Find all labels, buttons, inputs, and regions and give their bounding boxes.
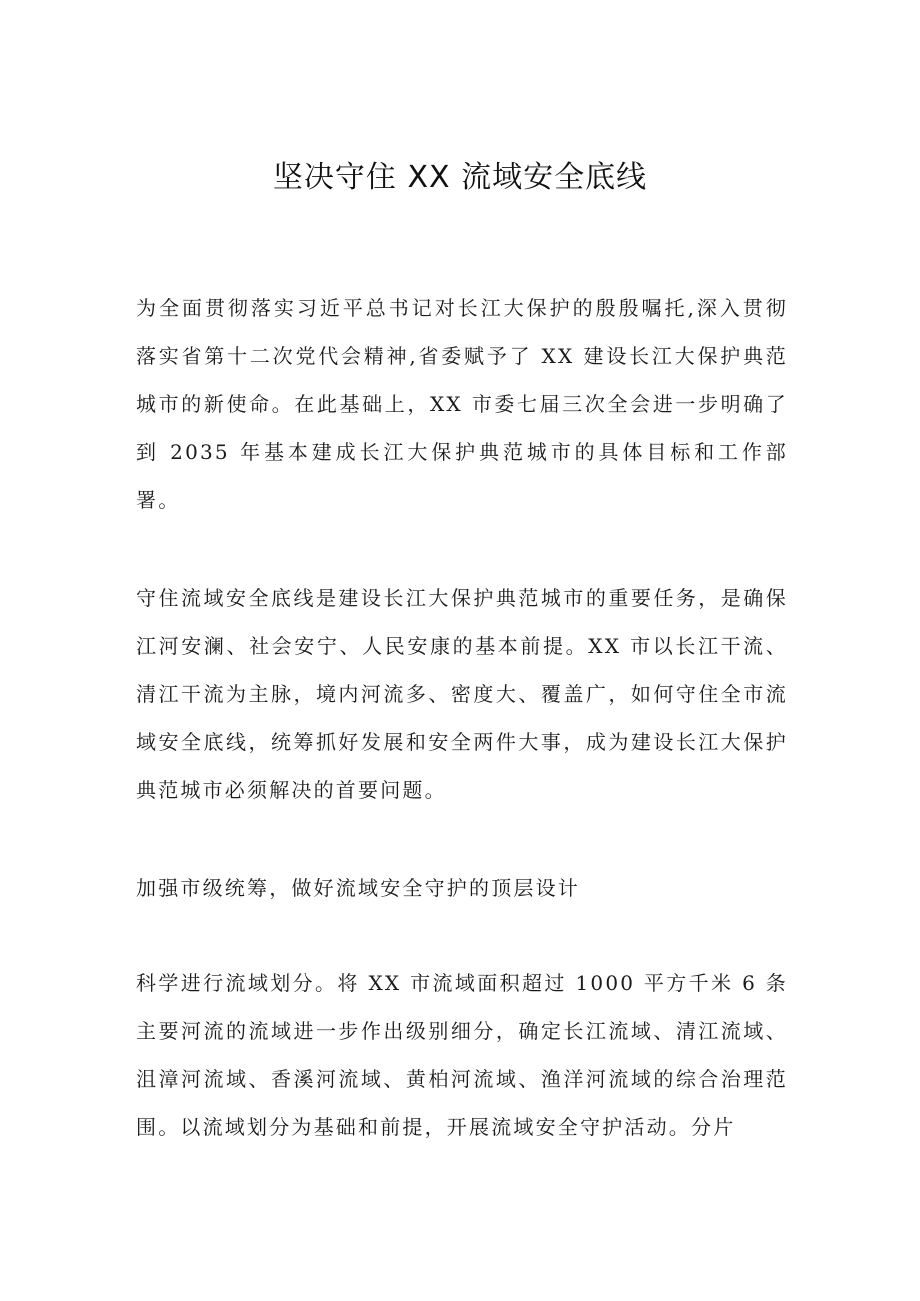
document-title: 坚决守住 XX 流域安全底线	[272, 160, 648, 195]
section-heading: 加强市级统筹，做好流域安全守护的顶层设计	[136, 876, 580, 900]
paragraph-division: 科学进行流域划分。将 XX 市流域面积超过 1000 平方千米 6 条主要河流的流域进一步作出级别细分，确定长江流域、清江流域、沮漳河流域、香溪河流域、黄柏河流域、渔洋河流域的综合治理范围。以流域划分为基础和前提，开展流域安全守护活动。分片	[136, 971, 788, 1139]
paragraph-task: 守住流域安全底线是建设长江大保护典范城市的重要任务，是确保江河安澜、社会安宁、人民安康的基本前提。XX 市以长江干流、清江干流为主脉，境内河流多、密度大、覆盖广，如何守住全市流域安全底线，统筹抓好发展和安全两件大事，成为建设长江大保护典范城市必须解决的首要问题。	[136, 586, 788, 802]
paragraph-intro: 为全面贯彻落实习近平总书记对长江大保护的殷殷嘱托,深入贯彻落实省第十二次党代会精神,省委赋予了 XX 建设长江大保护典范城市的新使命。在此基础上，XX 市委七届三次全会进一步明确了到 2035 年基本建成长江大保护典范城市的具体目标和工作部署。	[136, 296, 788, 512]
